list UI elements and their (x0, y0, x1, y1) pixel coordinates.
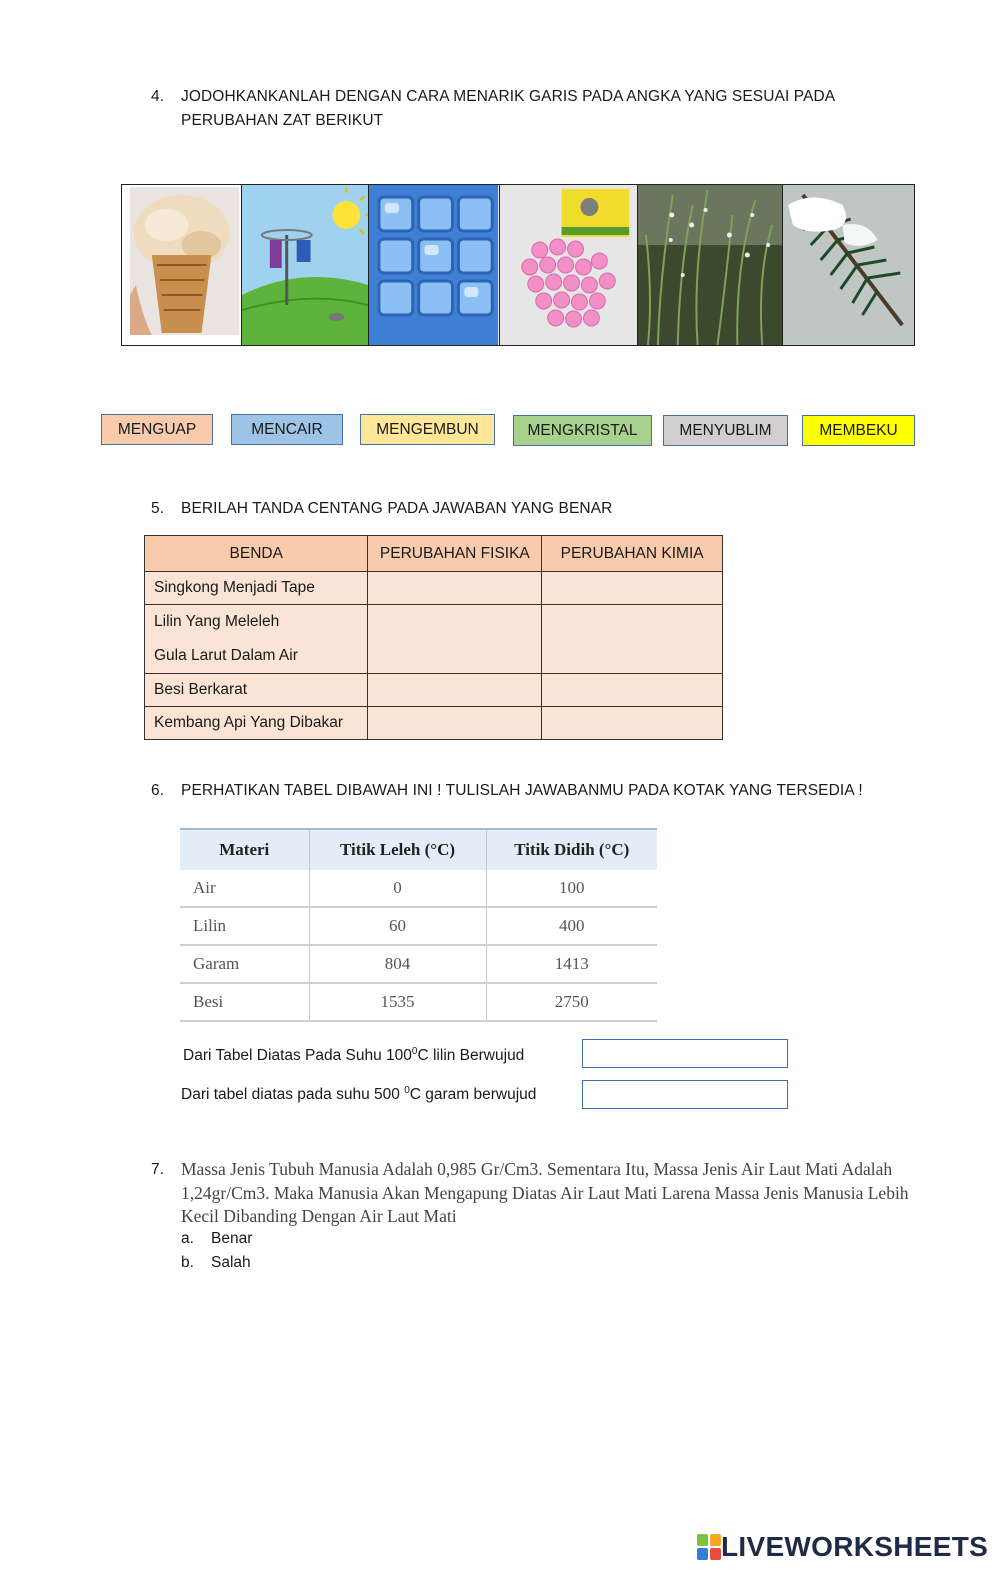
q5-row-label: Besi Berkarat (145, 674, 368, 707)
q5-fisika-checkbox-cell[interactable] (368, 674, 542, 707)
ice-cube-tray-image (369, 185, 499, 345)
q6-question2 (181, 1085, 536, 1104)
q7-number: 7. (151, 1161, 165, 1178)
option-mencair[interactable]: MENCAIR (231, 414, 343, 445)
q7-text: Massa Jenis Tubuh Manusia Adalah 0,985 Gr/Cm3. Sementara Itu, Massa Jenis Air Laut Mati Adalah 1,24gr/Cm3. Maka Manusia Akan Mengapung Diatas Air Laut Mati Larena Massa Jenis Manusia Lebih Kecil Dibanding Dengan Air Laut Mati (181, 1159, 909, 1226)
q6-header-titik-leleh: Titik Leleh (°C) (309, 829, 486, 870)
q7-option-b[interactable] (181, 1254, 251, 1272)
q6-question2-sup: 0 (404, 1085, 410, 1096)
q6-question1-pre: Dari Tabel Diatas Pada Suhu 100 (183, 1047, 412, 1065)
q6-title: PERHATIKAN TABEL DIBAWAH INI ! TULISLAH JAWABANMU PADA KOTAK YANG TERSEDIA ! (181, 782, 863, 799)
q5-kimia-checkbox-cell[interactable] (542, 707, 723, 740)
q6-cell-didih: 1413 (486, 945, 657, 983)
q6-row (180, 983, 657, 1021)
q6-row (180, 945, 657, 983)
snow-on-pine-image (783, 185, 914, 345)
q6-question2-pre: Dari tabel diatas pada suhu 500 (181, 1086, 405, 1104)
clothes-drying-image (242, 185, 369, 345)
q7-option-b-label: Salah (211, 1254, 251, 1271)
q5-header-kimia: PERUBAHAN KIMIA (542, 536, 723, 572)
q5-kimia-checkbox-cell[interactable] (542, 674, 723, 707)
q6-row (180, 870, 657, 907)
q5-header-row (145, 536, 723, 572)
option-menyublim[interactable]: MENYUBLIM (663, 415, 788, 446)
q6-cell-leleh: 0 (309, 870, 486, 907)
q6-cell-didih: 100 (486, 870, 657, 907)
q6-header-row (180, 829, 657, 870)
q6-answer1-input[interactable] (582, 1039, 788, 1068)
q7-option-b-letter: b. (181, 1254, 194, 1271)
q6-answer2-input[interactable] (582, 1080, 788, 1109)
q6-header-titik-didih: Titik Didih (°C) (486, 829, 657, 870)
q5-row (145, 674, 723, 707)
option-mengkristal[interactable]: MENGKRISTAL (513, 415, 652, 446)
q6-cell-materi: Lilin (180, 907, 309, 945)
q6-number: 6. (151, 782, 165, 799)
liveworksheets-logo-text: LIVEWORKSHEETS (721, 1531, 989, 1562)
q5-row-label: Lilin Yang Meleleh (154, 613, 280, 630)
q6-question1 (183, 1046, 524, 1065)
mothballs-image (500, 185, 638, 345)
q4-title-line2: PERUBAHAN ZAT BERIKUT (181, 112, 384, 129)
q4-number: 4. (151, 88, 165, 105)
q5-fisika-checkbox-cell[interactable] (368, 605, 542, 674)
dew-on-grass-image (638, 185, 783, 345)
q6-question1-post: C lilin Berwujud (417, 1047, 525, 1065)
q5-row-label: Kembang Api Yang Dibakar (145, 707, 368, 740)
q5-row (145, 707, 723, 740)
q6-table (180, 828, 657, 1022)
q5-table (144, 535, 723, 740)
q5-row-label: Singkong Menjadi Tape (145, 572, 368, 605)
q5-row-merged (145, 605, 723, 674)
q6-cell-materi: Air (180, 870, 309, 907)
q7-option-a-label: Benar (211, 1230, 253, 1247)
q6-cell-materi: Garam (180, 945, 309, 983)
q5-header-benda: BENDA (145, 536, 368, 572)
option-mengembun[interactable]: MENGEMBUN (360, 414, 495, 445)
option-membeku[interactable]: MEMBEKU (802, 415, 915, 446)
ice-cream-melting-image (122, 185, 242, 345)
q5-kimia-checkbox-cell[interactable] (542, 572, 723, 605)
q6-cell-leleh: 60 (309, 907, 486, 945)
q5-number: 5. (151, 500, 165, 517)
q5-row-label-merged (145, 605, 368, 674)
q5-kimia-checkbox-cell[interactable] (542, 605, 723, 674)
q5-title: BERILAH TANDA CENTANG PADA JAWABAN YANG BENAR (181, 500, 613, 517)
q4-title-line1: JODOHKANKANLAH DENGAN CARA MENARIK GARIS PADA ANGKA YANG SESUAI PADA (181, 88, 836, 105)
q4-picture-strip (121, 184, 915, 346)
q6-row (180, 907, 657, 945)
q6-cell-didih: 400 (486, 907, 657, 945)
liveworksheets-logo (697, 1531, 988, 1563)
q6-cell-leleh: 1535 (309, 983, 486, 1021)
q5-header-fisika: PERUBAHAN FISIKA (368, 536, 542, 572)
q6-question1-sup: 0 (411, 1046, 418, 1057)
q6-cell-materi: Besi (180, 983, 309, 1021)
q7-option-a-letter: a. (181, 1230, 194, 1247)
q6-header-materi: Materi (180, 829, 309, 870)
q6-cell-didih: 2750 (486, 983, 657, 1021)
q5-row (145, 572, 723, 605)
option-menguap[interactable]: MENGUAP (101, 414, 213, 445)
q6-question2-post: C garam berwujud (409, 1086, 537, 1104)
q5-row-label: Gula Larut Dalam Air (154, 647, 298, 664)
q6-cell-leleh: 804 (309, 945, 486, 983)
liveworksheets-grid-icon (697, 1534, 721, 1560)
q5-fisika-checkbox-cell[interactable] (368, 707, 542, 740)
q5-fisika-checkbox-cell[interactable] (368, 572, 542, 605)
q7-option-a[interactable] (181, 1230, 253, 1248)
